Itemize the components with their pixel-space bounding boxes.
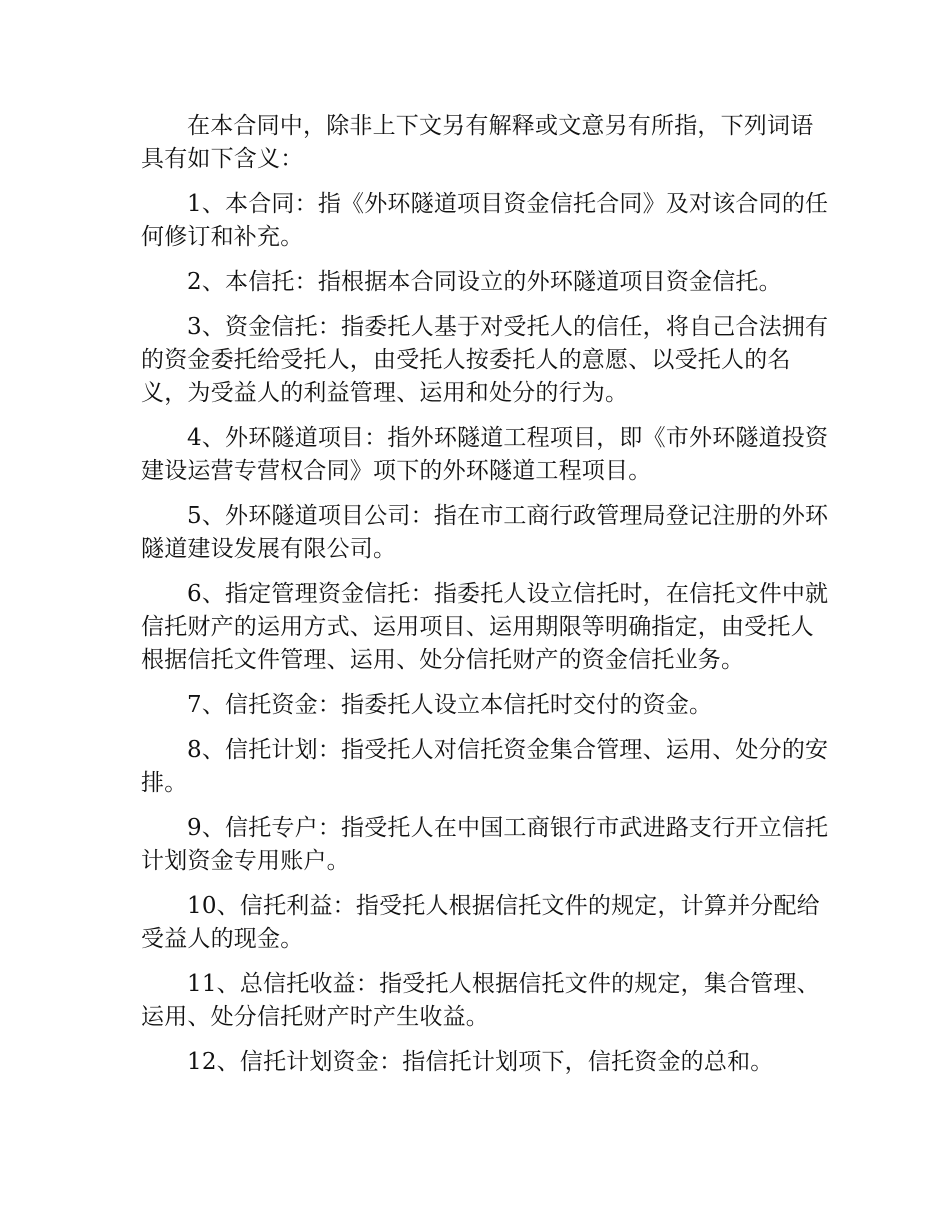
definition-1-paragraph: 1、本合同：指《外环隧道项目资金信托合同》及对该合同的任何修订和补充。	[141, 191, 829, 250]
definition-11-paragraph: 11、总信托收益：指受托人根据信托文件的规定，集合管理、运用、处分信托财产时产生收益。	[141, 971, 820, 1030]
definition-5-paragraph: 5、外环隧道项目公司：指在市工商行政管理局登记注册的外环隧道建设发展有限公司。	[141, 503, 829, 562]
definition-10-paragraph: 10、信托利益：指受托人根据信托文件的规定，计算并分配给受益人的现金。	[141, 893, 820, 952]
definition-8-paragraph: 8、信托计划：指受托人对信托资金集合管理、运用、处分的安排。	[141, 737, 829, 796]
definition-12-paragraph: 12、信托计划资金：指信托计划项下，信托资金的总和。	[187, 1049, 774, 1075]
definition-6-paragraph: 6、指定管理资金信托：指委托人设立信托时，在信托文件中就信托财产的运用方式、运用项目、运用期限等明确指定，由受托人根据信托文件管理、运用、处分信托财产的资金信托业务。	[141, 581, 829, 673]
definition-3-paragraph: 3、资金信托：指委托人基于对受托人的信任，将自己合法拥有的资金委托给受托人，由受托人按委托人的意愿、以受托人的名义，为受益人的利益管理、运用和处分的行为。	[141, 314, 829, 406]
intro-paragraph: 在本合同中，除非上下文另有解释或文意另有所指，下列词语具有如下含义：	[141, 113, 814, 172]
definition-2-paragraph: 2、本信托：指根据本合同设立的外环隧道项目资金信托。	[187, 269, 782, 295]
definition-9-paragraph: 9、信托专户：指受托人在中国工商银行市武进路支行开立信托计划资金专用账户。	[141, 815, 829, 874]
document-page	[141, 110, 831, 1091]
definition-7-paragraph: 7、信托资金：指委托人设立本信托时交付的资金。	[187, 692, 713, 718]
definition-4-paragraph: 4、外环隧道项目：指外环隧道工程项目，即《市外环隧道投资建设运营专营权合同》项下的外环隧道工程项目。	[141, 425, 829, 484]
